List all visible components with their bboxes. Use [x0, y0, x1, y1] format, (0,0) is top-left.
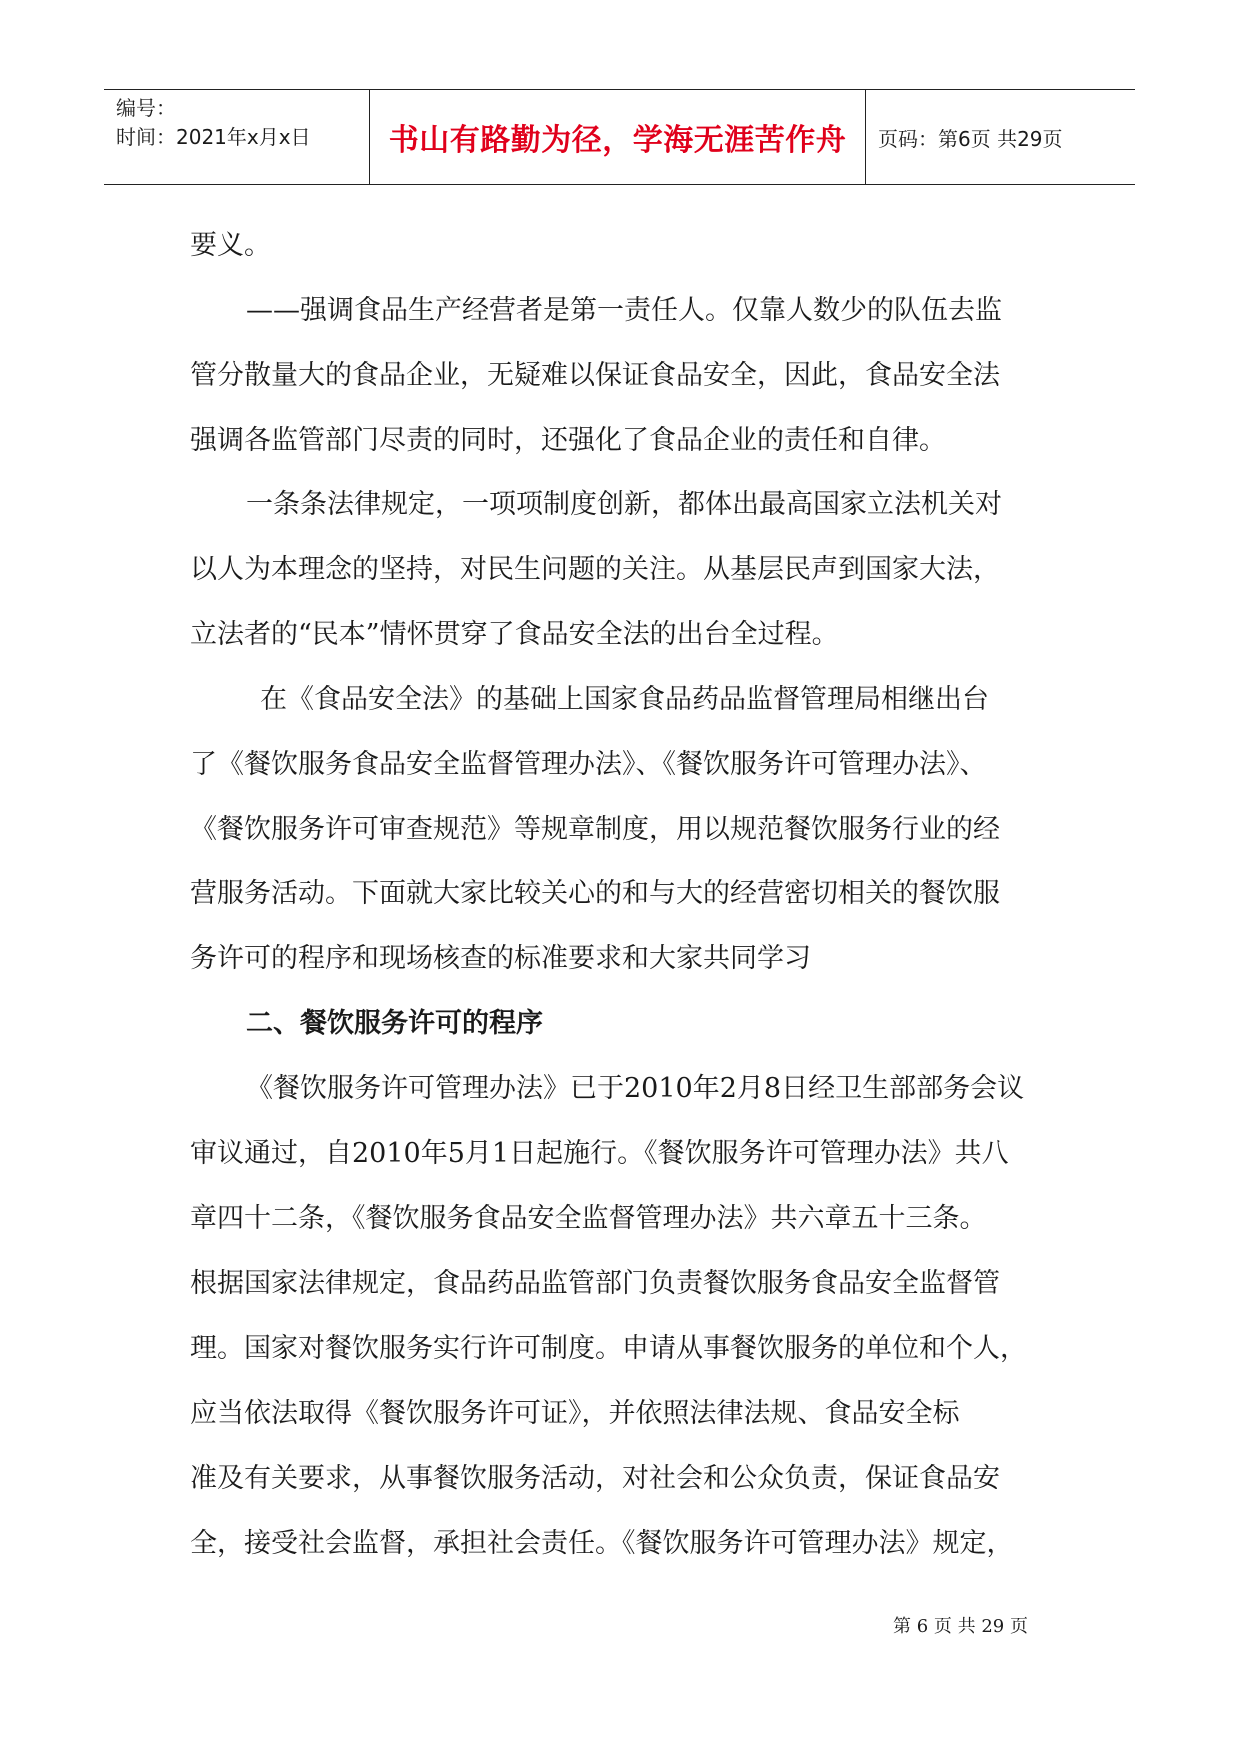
- section-heading: 二、餐饮服务许可的程序: [246, 1008, 543, 1039]
- body-line: 全，接受社会监督，承担社会责任。《餐饮服务许可管理办法》规定，: [190, 1528, 1014, 1559]
- header-meta: [104, 90, 369, 184]
- body-line: 应当依法取得《餐饮服务许可证》，并依照法律法规、食品安全标: [190, 1398, 960, 1429]
- body-line: 章四十二条，《餐饮服务食品安全监督管理办法》共六章五十三条。: [190, 1203, 987, 1234]
- body-line: 以人为本理念的坚持，对民生问题的关注。从基层民声到国家大法，: [190, 554, 1000, 585]
- body-line: 在《食品安全法》的基础上国家食品药品监督管理局相继出台: [260, 684, 989, 715]
- body-line: 一条条法律规定，一项项制度创新，都体出最高国家立法机关对: [246, 489, 1002, 520]
- body-line: 务许可的程序和现场核查的标准要求和大家共同学习: [190, 943, 811, 974]
- body-line: 根据国家法律规定，食品药品监管部门负责餐饮服务食品安全监督管: [190, 1268, 1000, 1299]
- header-motto: 书山有路勤为径，学海无涯苦作舟: [369, 90, 866, 184]
- header-page-label: 页码：第6页 共29页: [878, 126, 1063, 151]
- body-line: 《餐饮服务许可管理办法》已于2010年2月8日经卫生部部务会议: [246, 1073, 1025, 1104]
- body-line: 强调各监管部门尽责的同时，还强化了食品企业的责任和自律。: [190, 425, 946, 456]
- page-header: [104, 89, 1135, 185]
- body-line: 《餐饮服务许可审查规范》等规章制度，用以规范餐饮服务行业的经: [190, 814, 1000, 845]
- body-line: 审议通过，自2010年5月1日起施行。《餐饮服务许可管理办法》共八: [190, 1138, 1009, 1169]
- body-line: 立法者的“民本”情怀贯穿了食品安全法的出台全过程。: [190, 619, 839, 650]
- body-line: 理。国家对餐饮服务实行许可制度。申请从事餐饮服务的单位和个人，: [190, 1333, 1027, 1364]
- body-line: 了《餐饮服务食品安全监督管理办法》、《餐饮服务许可管理办法》、: [190, 749, 987, 780]
- body-line: ——强调食品生产经营者是第一责任人。仅靠人数少的队伍去监: [246, 295, 1002, 326]
- body-line: 营服务活动。下面就大家比较关心的和与大的经营密切相关的餐饮服: [190, 878, 1000, 909]
- header-number: 编号：: [116, 96, 176, 120]
- page-footer: 第 6 页 共 29 页: [893, 1616, 1028, 1637]
- body-line: 管分散量大的食品企业，无疑难以保证食品安全，因此，食品安全法: [190, 360, 1000, 391]
- body-line: 要义。: [190, 230, 271, 261]
- header-time: 时间：2021年x月x日: [116, 125, 311, 149]
- body-line: 准及有关要求，从事餐饮服务活动，对社会和公众负责，保证食品安: [190, 1463, 1000, 1494]
